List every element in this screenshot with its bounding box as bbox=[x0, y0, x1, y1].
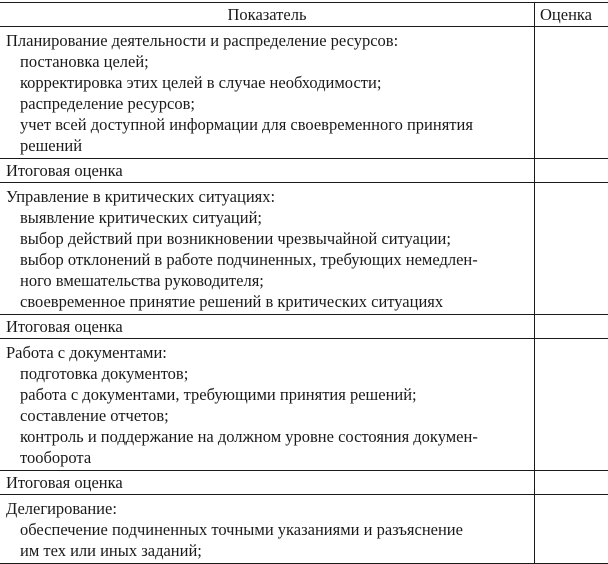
score-cell bbox=[535, 339, 608, 471]
section-title: Делегирование: bbox=[0, 498, 534, 519]
score-cell bbox=[535, 27, 608, 159]
total-row bbox=[0, 159, 608, 183]
section-planning-content bbox=[0, 27, 535, 159]
total-row bbox=[0, 471, 608, 495]
section-title: Работа с документами: bbox=[0, 342, 534, 363]
section-critical-content bbox=[0, 183, 535, 315]
section-delegation-content bbox=[0, 495, 535, 564]
total-label: Итоговая оценка bbox=[0, 315, 534, 338]
criterion-item: контроль и поддержание на должном уровне состояния докумен- bbox=[0, 426, 534, 447]
header-indicator: Показатель bbox=[0, 3, 535, 27]
section-critical-row bbox=[0, 183, 608, 315]
criterion-item: учет всей доступной информации для своевременного принятия bbox=[0, 114, 534, 135]
section-title: Управление в критических ситуациях: bbox=[0, 186, 534, 207]
criterion-item: ного вмешательства руководителя; bbox=[0, 270, 534, 291]
section-delegation-row bbox=[0, 495, 608, 564]
total-score-cell bbox=[535, 315, 608, 339]
criterion-item: выбор отклонений в работе подчиненных, требующих немедлен- bbox=[0, 249, 534, 270]
total-score-cell bbox=[535, 471, 608, 495]
section-documents-content bbox=[0, 339, 535, 471]
criterion-item: составление отчетов; bbox=[0, 405, 534, 426]
criterion-item: своевременное принятие решений в критических ситуациях bbox=[0, 291, 534, 312]
total-row bbox=[0, 315, 608, 339]
header-score: Оценка bbox=[535, 3, 608, 27]
criterion-item: выбор действий при возникновении чрезвычайной ситуации; bbox=[0, 228, 534, 249]
criterion-item: постановка целей; bbox=[0, 51, 534, 72]
criterion-item: решений bbox=[0, 135, 534, 156]
criterion-item: корректировка этих целей в случае необходимости; bbox=[0, 72, 534, 93]
total-label: Итоговая оценка bbox=[0, 159, 534, 182]
total-score-cell bbox=[535, 159, 608, 183]
criterion-item: обеспечение подчиненных точными указаниями и разъяснение bbox=[0, 519, 534, 540]
section-documents-row bbox=[0, 339, 608, 471]
criterion-item: распределение ресурсов; bbox=[0, 93, 534, 114]
section-title: Планирование деятельности и распределение ресурсов: bbox=[0, 30, 534, 51]
criterion-item: тооборота bbox=[0, 447, 534, 468]
score-cell bbox=[535, 183, 608, 315]
evaluation-table bbox=[0, 2, 608, 564]
criterion-item: выявление критических ситуаций; bbox=[0, 207, 534, 228]
criterion-item: подготовка документов; bbox=[0, 363, 534, 384]
table-header-row bbox=[0, 3, 608, 27]
criterion-item: работа с документами, требующими принятия решений; bbox=[0, 384, 534, 405]
score-cell bbox=[535, 495, 608, 564]
section-planning-row bbox=[0, 27, 608, 159]
criterion-item: им тех или иных заданий; bbox=[0, 540, 534, 561]
total-label: Итоговая оценка bbox=[0, 471, 534, 494]
